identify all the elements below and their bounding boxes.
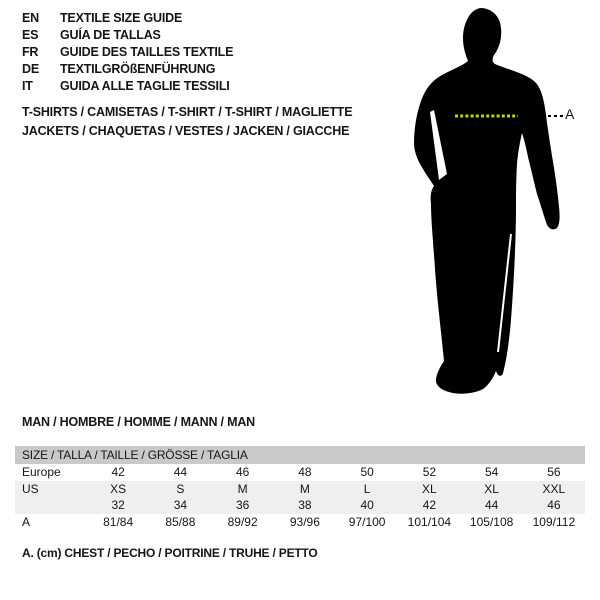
table-cell: XXL — [542, 481, 566, 496]
title-row-it — [22, 77, 233, 94]
lang-code: ES — [22, 27, 39, 42]
lang-code: EN — [22, 10, 39, 25]
table-row-europe — [15, 464, 585, 481]
table-cell: 44 — [484, 498, 499, 513]
table-cell: 40 — [360, 498, 374, 513]
category-jackets: JACKETS / CHAQUETAS / VESTES / JACKEN / GIACCHE — [22, 124, 350, 138]
table-cell: 42 — [111, 465, 125, 480]
table-cell: 50 — [360, 465, 374, 480]
title-text: GUÍA DE TALLAS — [60, 27, 161, 42]
table-cell: L — [363, 481, 371, 496]
table-cell: 97/100 — [348, 514, 386, 529]
row-label: Europe — [22, 465, 61, 480]
title-row-es — [22, 26, 233, 43]
table-cell: XS — [110, 481, 127, 496]
table-cell: 105/108 — [469, 514, 514, 529]
table-cell: S — [176, 481, 185, 496]
table-cell: M — [237, 481, 248, 496]
table-cell: 85/88 — [165, 514, 196, 529]
title-text: GUIDE DES TAILLES TEXTILE — [60, 44, 234, 59]
table-cell: 34 — [173, 498, 188, 513]
table-cell: 52 — [422, 465, 437, 480]
man-silhouette-figure — [400, 0, 570, 400]
table-cell: 101/104 — [407, 514, 452, 529]
table-cell: 42 — [422, 498, 437, 513]
table-cell: 38 — [298, 498, 312, 513]
table-cell: 44 — [173, 465, 188, 480]
table-cell: 93/96 — [289, 514, 320, 529]
measurement-footnote: A. (cm) CHEST / PECHO / POITRINE / TRUHE / PETTO — [22, 546, 318, 560]
section-title-man: MAN / HOMBRE / HOMME / MANN / MAN — [22, 415, 255, 429]
table-cell: 36 — [235, 498, 250, 513]
table-row-us — [15, 481, 585, 498]
language-title-list — [22, 9, 233, 94]
title-row-fr — [22, 43, 233, 60]
lang-code: IT — [22, 78, 33, 93]
table-cell: 109/112 — [532, 514, 576, 529]
table-cell: 46 — [235, 465, 250, 480]
category-tshirts: T-SHIRTS / CAMISETAS / T-SHIRT / T-SHIRT / MAGLIETTE — [22, 105, 353, 119]
table-cell: 32 — [111, 498, 125, 513]
title-text: TEXTILE SIZE GUIDE — [60, 10, 183, 25]
title-row-de — [22, 60, 233, 77]
table-cell: 89/92 — [227, 514, 258, 529]
size-table — [15, 446, 585, 530]
table-cell: 54 — [484, 465, 499, 480]
table-row-chest-a — [15, 514, 585, 531]
category-lines — [22, 103, 352, 141]
lang-code: FR — [22, 44, 39, 59]
title-row-en — [22, 9, 233, 26]
lang-code: DE — [22, 61, 39, 76]
man-silhouette — [414, 8, 560, 394]
title-text: GUIDA ALLE TAGLIE TESSILI — [60, 78, 230, 93]
measure-label-a: A — [565, 106, 575, 122]
table-cell: XL — [422, 481, 437, 496]
table-cell: 56 — [547, 465, 561, 480]
table-row-numeric — [15, 497, 585, 514]
table-cell: 46 — [547, 498, 561, 513]
table-cell: M — [299, 481, 310, 496]
table-cell: 48 — [298, 465, 312, 480]
table-cell: 81/84 — [103, 514, 134, 529]
size-table-header: SIZE / TALLA / TAILLE / GRÖSSE / TAGLIA — [15, 446, 585, 464]
title-text: TEXTILGRÖßENFÜHRUNG — [60, 61, 216, 76]
table-cell: XL — [484, 481, 499, 496]
row-label: A — [22, 514, 31, 529]
row-label: US — [22, 481, 39, 496]
